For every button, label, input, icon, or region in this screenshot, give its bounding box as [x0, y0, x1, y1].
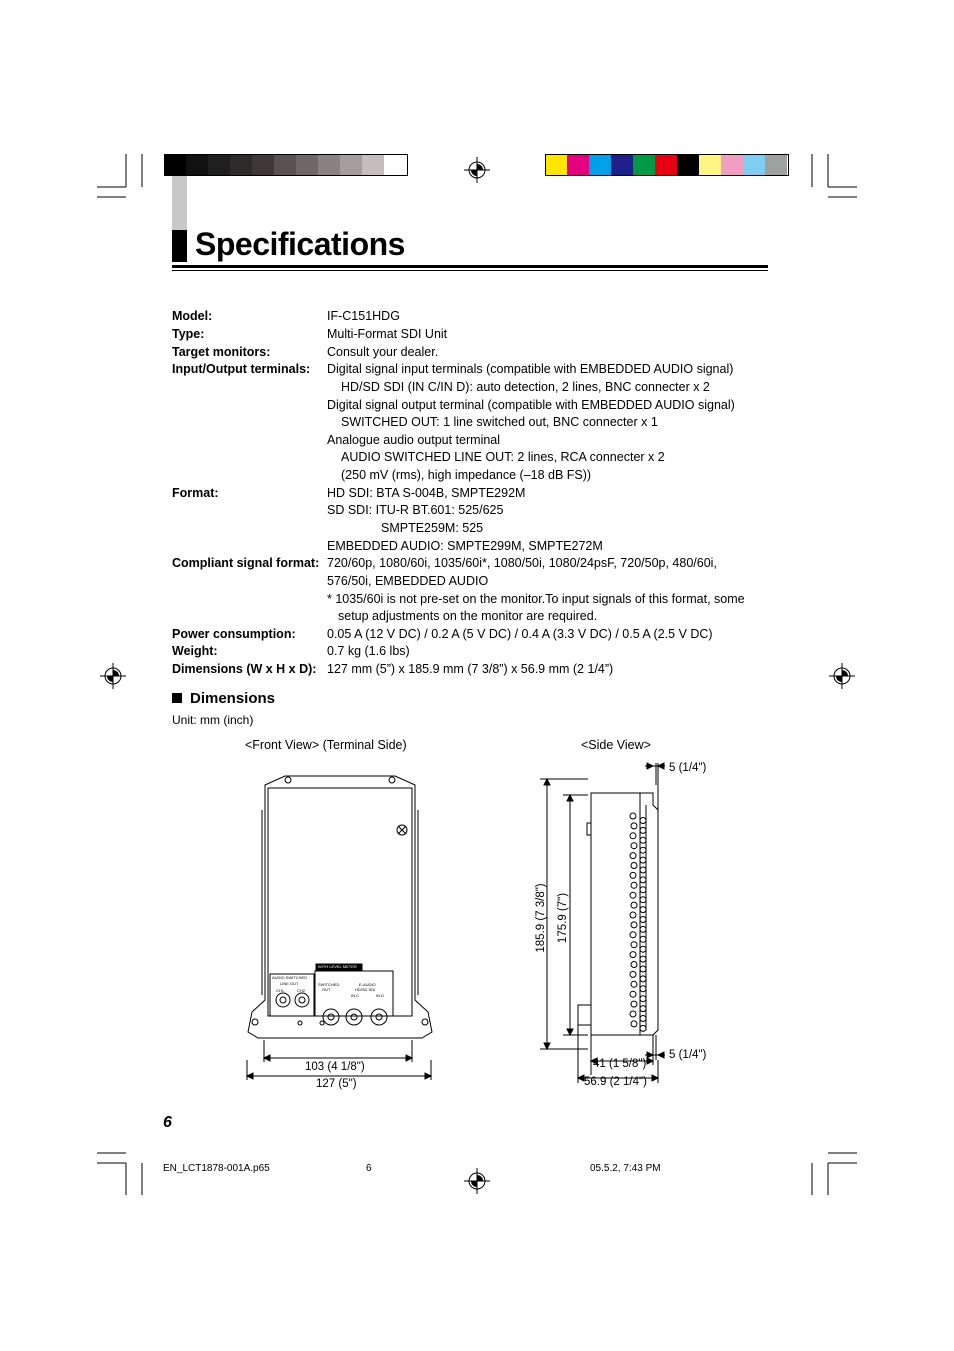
spec-value-io-6: AUDIO SWITCHED LINE OUT: 2 lines, RCA connecter x 2	[341, 450, 665, 464]
side-height-outer: 185.9 (7 3/8")	[535, 883, 547, 953]
side-bottom-offset: 5 (1/4")	[669, 1049, 707, 1061]
spec-value-compliant-1: 720/60p, 1080/60i, 1035/60i*, 1080/50i, 1080/24psF, 720/50p, 480/60i,	[327, 556, 717, 570]
spec-value-io-5: Analogue audio output terminal	[327, 433, 501, 447]
dimensions-heading-text: Dimensions	[190, 690, 276, 707]
footer-file: EN_LCT1878-001A.p65	[163, 1163, 270, 1174]
spec-label-compliant: Compliant signal format:	[172, 556, 320, 570]
spec-value-format-2: SD SDI: ITU-R BT.601: 525/625	[327, 503, 504, 517]
footer-page: 6	[366, 1163, 372, 1174]
spec-value-power: 0.05 A (12 V DC) / 0.2 A (5 V DC) / 0.4 A (3.3 V DC) / 0.5 A (2.5 V DC)	[327, 627, 713, 641]
vent-hole	[640, 1016, 646, 1022]
spec-value-compliant-2: 576/50i, EMBEDDED AUDIO	[327, 574, 489, 588]
spec-label-model: Model:	[172, 309, 213, 323]
vent-hole	[630, 912, 636, 918]
vent-hole	[630, 1011, 636, 1017]
page-title: Specifications	[195, 226, 405, 262]
vent-hole	[630, 971, 636, 977]
panel-ind-label: IN D	[376, 993, 384, 998]
vent-hole	[640, 946, 646, 952]
vent-hole	[640, 897, 646, 903]
vent-hole	[630, 853, 636, 859]
vent-hole	[631, 922, 637, 928]
vent-hole	[640, 976, 646, 982]
vent-hole	[640, 837, 646, 843]
spec-label-weight: Weight:	[172, 644, 218, 658]
spec-label-format: Format:	[172, 486, 219, 500]
side-depth-inner: 41 (1 5/8")	[593, 1058, 647, 1070]
vent-hole	[630, 872, 636, 878]
page-number: 6	[163, 1114, 172, 1131]
vent-hole	[640, 1006, 646, 1012]
spec-value-io-7: (250 mV (rms), high impedance (–18 dB FS))	[341, 468, 592, 482]
spec-value-type: Multi-Format SDI Unit	[327, 327, 448, 341]
spec-value-compliant-3: * 1035/60i is not pre-set on the monitor.To input signals of this format, some	[327, 592, 745, 606]
side-depth-outer: 56.9 (2 1/4")	[584, 1076, 647, 1088]
spec-label-io: Input/Output terminals:	[172, 362, 311, 376]
vent-hole	[631, 981, 637, 987]
vent-hole	[631, 902, 637, 908]
vent-hole	[640, 956, 646, 962]
vent-hole	[640, 936, 646, 942]
spec-value-format-3: SMPTE259M: 525	[381, 521, 484, 535]
spec-value-format-1: HD SDI: BTA S-004B, SMPTE292M	[327, 486, 526, 500]
spec-value-model: IF-C151HDG	[327, 309, 400, 323]
vent-hole	[640, 1025, 646, 1031]
spec-label-target: Target monitors:	[172, 345, 271, 359]
vent-hole	[640, 996, 646, 1002]
vent-hole	[630, 813, 636, 819]
vent-hole	[640, 857, 646, 863]
panel-inc-label: IN C	[351, 993, 359, 998]
vent-hole	[631, 843, 637, 849]
spec-value-io-3: Digital signal output terminal (compatible with EMBEDDED AUDIO signal)	[327, 398, 735, 412]
side-height-inner: 175.9 (7")	[557, 892, 569, 944]
square-bullet-icon	[172, 693, 182, 703]
vent-hole	[630, 892, 636, 898]
footer-date: 05.5.2, 7:43 PM	[590, 1163, 661, 1174]
panel-eaudio-label: E-AUDIO	[359, 982, 376, 987]
unit-note: Unit: mm (inch)	[172, 713, 254, 727]
vent-hole	[640, 926, 646, 932]
vent-hole	[630, 833, 636, 839]
panel-ch2-label: CH2	[297, 988, 306, 993]
vent-hole	[640, 986, 646, 992]
dimensions-heading	[172, 690, 275, 707]
panel-hdsd-label: HD/SD SDI	[355, 987, 376, 992]
vent-hole	[640, 847, 646, 853]
side-view-label: <Side View>	[581, 738, 651, 752]
spec-label-type: Type:	[172, 327, 205, 341]
vent-hole	[640, 887, 646, 893]
spec-value-io-4: SWITCHED OUT: 1 line switched out, BNC connecter x 1	[341, 415, 658, 429]
spec-value-target: Consult your dealer.	[327, 345, 439, 359]
vent-hole	[640, 827, 646, 833]
panel-lineout-label: LINE OUT	[280, 981, 299, 986]
panel-out-label: OUT	[322, 987, 331, 992]
vent-hole	[631, 1001, 637, 1007]
vent-hole	[640, 877, 646, 883]
vent-hole	[630, 932, 636, 938]
panel-audio-label: AUDIO SWITCHED	[272, 975, 308, 980]
vent-hole	[640, 917, 646, 923]
spec-label-power: Power consumption:	[172, 627, 296, 641]
vent-hole	[640, 907, 646, 913]
vent-hole	[631, 863, 637, 869]
vent-hole	[631, 1021, 637, 1027]
spec-value-weight: 0.7 kg (1.6 lbs)	[327, 644, 410, 658]
vent-hole	[640, 867, 646, 873]
panel-ch1-label: CH1	[276, 988, 285, 993]
vent-hole	[631, 823, 637, 829]
panel-switched-label: SWITCHED	[318, 982, 340, 987]
vent-hole	[631, 882, 637, 888]
spec-value-compliant-4: setup adjustments on the monitor are required.	[338, 609, 598, 623]
vent-hole	[640, 966, 646, 972]
front-inner-width: 103 (4 1/8")	[305, 1061, 365, 1073]
vent-hole	[630, 991, 636, 997]
spec-value-io-1: Digital signal input terminals (compatible with EMBEDDED AUDIO signal)	[327, 362, 734, 376]
front-view-label: <Front View> (Terminal Side)	[245, 738, 407, 752]
spec-value-io-2: HD/SD SDI (IN C/IN D): auto detection, 2 lines, BNC connecter x 2	[341, 380, 710, 394]
spec-label-dimensions: Dimensions (W x H x D):	[172, 662, 317, 676]
spec-value-dimensions: 127 mm (5”) x 185.9 mm (7 3/8”) x 56.9 mm (2 1/4”)	[327, 662, 614, 676]
vent-hole	[640, 818, 646, 824]
front-outer-width: 127 (5")	[316, 1078, 357, 1090]
vent-hole	[631, 942, 637, 948]
spec-value-format-4: EMBEDDED AUDIO: SMPTE299M, SMPTE272M	[327, 539, 603, 553]
vent-hole	[631, 962, 637, 968]
side-top-offset: 5 (1/4")	[669, 762, 707, 774]
vent-hole	[630, 952, 636, 958]
panel-meter-label: WITH LEVEL METER	[318, 964, 357, 969]
